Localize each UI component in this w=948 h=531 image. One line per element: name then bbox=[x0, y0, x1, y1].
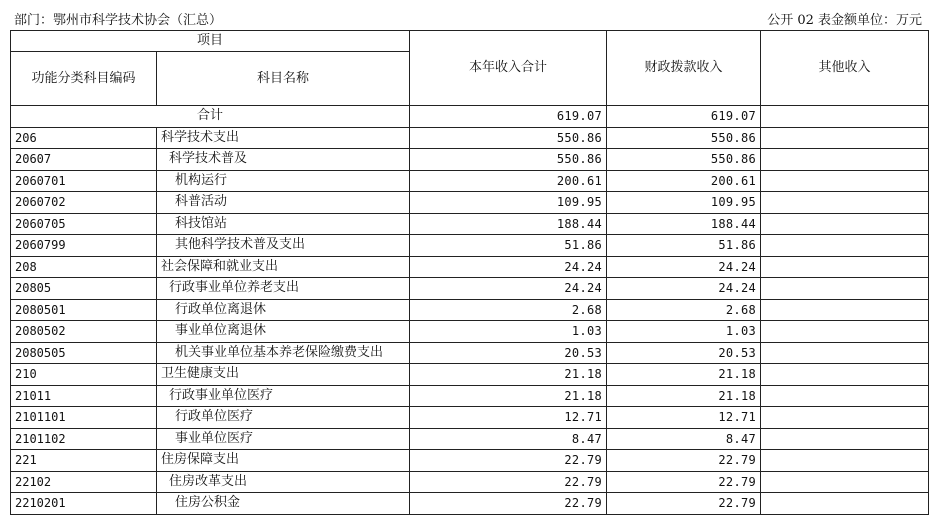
total-income-cell: 200.61 bbox=[410, 170, 607, 192]
header-row-1 bbox=[11, 31, 929, 52]
header-fiscal-income: 财政拨款收入 bbox=[607, 31, 761, 106]
other-income-cell bbox=[761, 149, 929, 171]
code-cell: 2080502 bbox=[11, 321, 157, 343]
code-cell: 210 bbox=[11, 364, 157, 386]
table-row bbox=[11, 493, 929, 515]
name-cell: 行政事业单位医疗 bbox=[157, 385, 410, 407]
code-cell: 20805 bbox=[11, 278, 157, 300]
total-income-cell: 188.44 bbox=[410, 213, 607, 235]
income-table bbox=[10, 30, 929, 515]
other-income-cell bbox=[761, 127, 929, 149]
other-income-cell bbox=[761, 213, 929, 235]
table-row bbox=[11, 321, 929, 343]
fiscal-income-cell: 109.95 bbox=[607, 192, 761, 214]
fiscal-income-cell: 20.53 bbox=[607, 342, 761, 364]
total-income-cell: 2.68 bbox=[410, 299, 607, 321]
other-income-cell bbox=[761, 256, 929, 278]
table-row bbox=[11, 428, 929, 450]
other-income-cell bbox=[761, 385, 929, 407]
total-income-cell: 24.24 bbox=[410, 256, 607, 278]
table-row bbox=[11, 235, 929, 257]
name-cell: 其他科学技术普及支出 bbox=[157, 235, 410, 257]
table-row bbox=[11, 364, 929, 386]
total-income-cell: 51.86 bbox=[410, 235, 607, 257]
other-income-cell bbox=[761, 299, 929, 321]
table-row bbox=[11, 256, 929, 278]
fiscal-income-cell: 200.61 bbox=[607, 170, 761, 192]
table-row bbox=[11, 471, 929, 493]
name-cell: 机构运行 bbox=[157, 170, 410, 192]
fiscal-income-cell: 22.79 bbox=[607, 450, 761, 472]
code-cell: 22102 bbox=[11, 471, 157, 493]
code-cell: 2060705 bbox=[11, 213, 157, 235]
other-income-cell bbox=[761, 235, 929, 257]
total-income-cell: 22.79 bbox=[410, 493, 607, 515]
name-cell: 住房保障支出 bbox=[157, 450, 410, 472]
total-row bbox=[11, 106, 929, 128]
name-cell: 科学技术支出 bbox=[157, 127, 410, 149]
table-row bbox=[11, 407, 929, 429]
code-cell: 2101102 bbox=[11, 428, 157, 450]
table-row bbox=[11, 192, 929, 214]
other-income-cell bbox=[761, 364, 929, 386]
code-cell: 2080505 bbox=[11, 342, 157, 364]
fiscal-income-cell: 188.44 bbox=[607, 213, 761, 235]
fiscal-income-cell: 12.71 bbox=[607, 407, 761, 429]
header-total-income: 本年收入合计 bbox=[410, 31, 607, 106]
other-income-cell bbox=[761, 192, 929, 214]
other-income-cell bbox=[761, 407, 929, 429]
fiscal-income-cell: 8.47 bbox=[607, 428, 761, 450]
table-row bbox=[11, 299, 929, 321]
name-cell: 行政单位医疗 bbox=[157, 407, 410, 429]
header-item: 项目 bbox=[11, 31, 410, 52]
fiscal-income-cell: 51.86 bbox=[607, 235, 761, 257]
code-cell: 2210201 bbox=[11, 493, 157, 515]
other-income-cell bbox=[761, 493, 929, 515]
name-cell: 卫生健康支出 bbox=[157, 364, 410, 386]
table-row bbox=[11, 278, 929, 300]
table-row bbox=[11, 170, 929, 192]
code-cell: 2060799 bbox=[11, 235, 157, 257]
name-cell: 科学技术普及 bbox=[157, 149, 410, 171]
other-income-cell bbox=[761, 342, 929, 364]
other-income-cell bbox=[761, 321, 929, 343]
other-income-cell bbox=[761, 170, 929, 192]
total-fiscal-cell: 619.07 bbox=[607, 106, 761, 128]
department-label: 部门：鄂州市科学技术协会（汇总） bbox=[14, 13, 223, 28]
header-name: 科目名称 bbox=[157, 52, 410, 106]
code-cell: 2060701 bbox=[11, 170, 157, 192]
total-income-cell: 12.71 bbox=[410, 407, 607, 429]
total-income-cell: 21.18 bbox=[410, 385, 607, 407]
total-other-cell bbox=[761, 106, 929, 128]
fiscal-income-cell: 21.18 bbox=[607, 364, 761, 386]
total-income-cell: 21.18 bbox=[410, 364, 607, 386]
code-cell: 208 bbox=[11, 256, 157, 278]
code-cell: 2080501 bbox=[11, 299, 157, 321]
header-other-income: 其他收入 bbox=[761, 31, 929, 106]
fiscal-income-cell: 2.68 bbox=[607, 299, 761, 321]
name-cell: 行政单位离退休 bbox=[157, 299, 410, 321]
name-cell: 科技馆站 bbox=[157, 213, 410, 235]
table-row bbox=[11, 127, 929, 149]
fiscal-income-cell: 24.24 bbox=[607, 278, 761, 300]
other-income-cell bbox=[761, 471, 929, 493]
total-income-cell: 1.03 bbox=[410, 321, 607, 343]
fiscal-income-cell: 21.18 bbox=[607, 385, 761, 407]
code-cell: 206 bbox=[11, 127, 157, 149]
total-income-cell: 22.79 bbox=[410, 471, 607, 493]
other-income-cell bbox=[761, 450, 929, 472]
fiscal-income-cell: 1.03 bbox=[607, 321, 761, 343]
total-income-cell: 109.95 bbox=[410, 192, 607, 214]
name-cell: 科普活动 bbox=[157, 192, 410, 214]
name-cell: 行政事业单位养老支出 bbox=[157, 278, 410, 300]
total-income-cell: 550.86 bbox=[410, 127, 607, 149]
code-cell: 2101101 bbox=[11, 407, 157, 429]
total-income-cell: 550.86 bbox=[410, 149, 607, 171]
table-row bbox=[11, 149, 929, 171]
table-row bbox=[11, 342, 929, 364]
code-cell: 2060702 bbox=[11, 192, 157, 214]
code-cell: 221 bbox=[11, 450, 157, 472]
name-cell: 住房公积金 bbox=[157, 493, 410, 515]
fiscal-income-cell: 550.86 bbox=[607, 127, 761, 149]
total-label: 合计 bbox=[11, 106, 410, 128]
name-cell: 住房改革支出 bbox=[157, 471, 410, 493]
name-cell: 事业单位离退休 bbox=[157, 321, 410, 343]
fiscal-income-cell: 550.86 bbox=[607, 149, 761, 171]
unit-label: 公开 02 表金额单位：万元 bbox=[767, 13, 922, 28]
table-row bbox=[11, 385, 929, 407]
total-income-cell: 22.79 bbox=[410, 450, 607, 472]
report-header bbox=[0, 0, 948, 30]
other-income-cell bbox=[761, 278, 929, 300]
table-row bbox=[11, 450, 929, 472]
name-cell: 社会保障和就业支出 bbox=[157, 256, 410, 278]
table-row bbox=[11, 213, 929, 235]
fiscal-income-cell: 22.79 bbox=[607, 493, 761, 515]
total-income-cell: 8.47 bbox=[410, 428, 607, 450]
fiscal-income-cell: 24.24 bbox=[607, 256, 761, 278]
name-cell: 事业单位医疗 bbox=[157, 428, 410, 450]
total-income-cell: 24.24 bbox=[410, 278, 607, 300]
total-income-cell: 619.07 bbox=[410, 106, 607, 128]
code-cell: 21011 bbox=[11, 385, 157, 407]
header-code: 功能分类科目编码 bbox=[11, 52, 157, 106]
fiscal-income-cell: 22.79 bbox=[607, 471, 761, 493]
name-cell: 机关事业单位基本养老保险缴费支出 bbox=[157, 342, 410, 364]
code-cell: 20607 bbox=[11, 149, 157, 171]
total-income-cell: 20.53 bbox=[410, 342, 607, 364]
other-income-cell bbox=[761, 428, 929, 450]
